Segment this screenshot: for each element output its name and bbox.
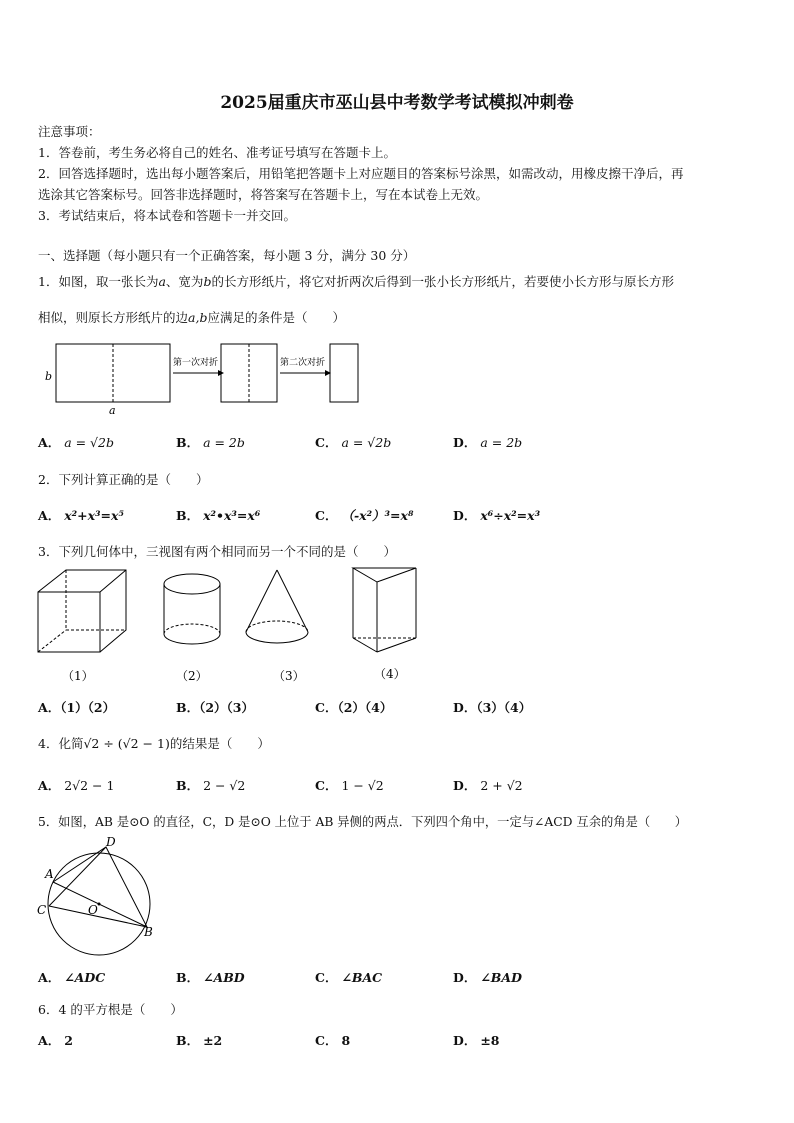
option-letter: A． xyxy=(38,435,61,450)
option-letter: C． xyxy=(315,970,338,985)
q1-text: 应满足的条件是（ ） xyxy=(207,310,345,325)
q5-option-b[interactable] xyxy=(176,968,245,986)
option-text: 2 + √2 xyxy=(480,778,523,793)
option-letter: B． xyxy=(176,1033,200,1048)
q2-option-d[interactable] xyxy=(453,506,540,524)
option-letter: C． xyxy=(315,778,338,793)
option-letter: D． xyxy=(453,508,477,523)
option-letter: A． xyxy=(38,970,61,985)
option-letter: B． xyxy=(176,435,200,450)
option-text: 8 xyxy=(341,1033,351,1048)
q1-text: 、宽为 xyxy=(165,274,204,289)
option-letter: A． xyxy=(38,778,61,793)
q1-folding-figure xyxy=(40,338,370,418)
half-rectangle xyxy=(221,344,277,402)
option-letter: A． xyxy=(38,508,61,523)
q5-option-a[interactable] xyxy=(38,968,105,986)
quarter-rectangle xyxy=(330,344,358,402)
option-letter: A． xyxy=(38,700,61,715)
option-letter: C． xyxy=(315,508,338,523)
original-rectangle xyxy=(56,344,170,402)
q1-text: 的长方形纸片，将它对折两次后得到一张小长方形纸片，若要使小长方形与原长方形 xyxy=(211,274,674,289)
q1-var-b: b xyxy=(203,274,212,289)
option-text: ∠BAD xyxy=(480,970,522,985)
option-letter: A． xyxy=(38,1033,61,1048)
option-letter: C． xyxy=(315,435,338,450)
q4-option-b[interactable] xyxy=(176,776,245,794)
segment-cb xyxy=(49,906,147,927)
label-point-o: O xyxy=(88,903,98,917)
option-text: （2）（3） xyxy=(199,700,254,715)
q3-option-b[interactable] xyxy=(176,698,254,716)
q5-circle-figure xyxy=(30,834,165,959)
option-text: x⁶÷x²=x³ xyxy=(480,508,541,523)
q1-option-c[interactable] xyxy=(315,433,391,451)
label-point-a: A xyxy=(45,867,54,881)
option-letter: B． xyxy=(176,700,200,715)
q3-option-a[interactable] xyxy=(38,698,115,716)
option-text: a = √2b xyxy=(341,435,392,450)
solid-label-4: （4） xyxy=(374,667,406,681)
solid-label-2: （2） xyxy=(176,669,208,683)
solid-label-3: （3） xyxy=(273,669,305,683)
q1-text: 相似，则原长方形纸片的边 xyxy=(38,310,189,325)
option-letter: C． xyxy=(315,700,338,715)
section-heading: 一、选择题（每小题只有一个正确答案，每小题 3 分，满分 30 分） xyxy=(38,248,416,263)
q1-text: 1．如图，取一张长为 xyxy=(38,274,159,289)
q4-option-d[interactable] xyxy=(453,776,523,794)
option-text: （1）（2） xyxy=(60,700,116,715)
q2-option-c[interactable] xyxy=(315,506,413,524)
option-text: ∠BAC xyxy=(341,970,383,985)
label-a: a xyxy=(109,404,116,417)
option-text: x²•x³=x⁶ xyxy=(203,508,261,523)
q3-solids-figure xyxy=(30,562,430,687)
label-point-b: B xyxy=(144,925,153,939)
q5-option-c[interactable] xyxy=(315,968,382,986)
q1-stem-line2 xyxy=(38,308,345,326)
q6-option-c[interactable] xyxy=(315,1031,350,1049)
q2-stem: 2．下列计算正确的是（ ） xyxy=(38,472,209,487)
q1-option-d[interactable] xyxy=(453,433,522,451)
option-text: x²+x³=x⁵ xyxy=(64,508,124,523)
q1-var-a: a xyxy=(158,274,166,289)
option-letter: D． xyxy=(453,1033,477,1048)
option-text: ∠ABD xyxy=(203,970,245,985)
q6-stem: 6．4 的平方根是（ ） xyxy=(38,1002,183,1017)
option-text: 2 − √2 xyxy=(203,778,246,793)
option-text: a = 2b xyxy=(480,435,523,450)
notice-item-2: 2．回答选择题时，选出每小题答案后，用铅笔把答题卡上对应题目的答案标号涂黑，如需改动，用橡皮擦干净后，再 xyxy=(38,166,684,181)
center-point xyxy=(98,903,101,906)
cube-figure xyxy=(38,570,126,652)
option-text: 1 − √2 xyxy=(341,778,384,793)
option-text: （2）（4） xyxy=(337,700,393,715)
q4-option-a[interactable] xyxy=(38,776,114,794)
q4-text: 的结果是（ ） xyxy=(169,736,270,751)
option-text: （3）（4） xyxy=(476,700,532,715)
q1-option-a[interactable] xyxy=(38,433,114,451)
option-letter: D． xyxy=(453,778,477,793)
q3-option-d[interactable] xyxy=(453,698,531,716)
label-point-c: C xyxy=(37,903,47,917)
option-letter: B． xyxy=(176,778,200,793)
q6-option-d[interactable] xyxy=(453,1031,500,1049)
option-letter: C． xyxy=(315,1033,338,1048)
option-letter: B． xyxy=(176,970,200,985)
page-title: 2025届重庆市巫山县中考数学考试模拟冲刺卷 xyxy=(220,93,574,113)
q1-option-b[interactable] xyxy=(176,433,245,451)
option-text: 2 xyxy=(64,1033,73,1048)
notice-item-3: 3．考试结束后，将本试卷和答题卡一并交回。 xyxy=(38,208,296,223)
q5-option-d[interactable] xyxy=(453,968,522,986)
option-letter: D． xyxy=(453,435,477,450)
option-letter: D． xyxy=(453,700,477,715)
q2-option-b[interactable] xyxy=(176,506,260,524)
cone-figure xyxy=(246,570,308,643)
label-point-d: D xyxy=(106,835,116,849)
q3-option-c[interactable] xyxy=(315,698,392,716)
q3-stem: 3．下列几何体中，三视图有两个相同而另一个不同的是（ ） xyxy=(38,544,396,559)
option-text: ±2 xyxy=(203,1033,223,1048)
option-text: （-x²）³=x⁸ xyxy=(341,508,414,523)
q4-option-c[interactable] xyxy=(315,776,384,794)
prism-figure xyxy=(353,568,416,652)
arrow-2-label: 第二次对折 xyxy=(280,358,326,368)
segment-cd xyxy=(49,847,106,906)
notice-heading: 注意事项： xyxy=(38,124,101,139)
option-text: ±8 xyxy=(480,1033,500,1048)
option-text: 2√2 − 1 xyxy=(64,778,115,793)
option-text: a = √2b xyxy=(64,435,114,450)
option-letter: B． xyxy=(176,508,200,523)
option-text: a = 2b xyxy=(203,435,245,450)
q4-expression: √2 ÷ (√2 − 1) xyxy=(83,736,170,751)
q4-text: 4．化简 xyxy=(38,736,84,751)
notice-item-2-cont: 选涂其它答案标号。回答非选择题时，将答案写在答题卡上，写在本试卷上无效。 xyxy=(38,187,489,202)
q5-stem: 5．如图，AB 是⊙O 的直径，C，D 是⊙O 上位于 AB 异侧的两点．下列四个角中，一定与∠ACD 互余的角是（ ） xyxy=(38,815,688,829)
q2-option-a[interactable] xyxy=(38,506,124,524)
notice-item-1: 1．答卷前，考生务必将自己的姓名、准考证号填写在答题卡上。 xyxy=(38,145,396,160)
solid-label-1: （1） xyxy=(62,669,94,683)
q1-vars-ab: a,b xyxy=(188,310,208,325)
label-b: b xyxy=(45,370,53,383)
q6-option-b[interactable] xyxy=(176,1031,222,1049)
option-letter: D． xyxy=(453,970,477,985)
option-text: ∠ADC xyxy=(64,970,106,985)
q1-stem-line1 xyxy=(38,272,674,290)
q4-stem xyxy=(38,734,270,752)
q6-option-a[interactable] xyxy=(38,1031,73,1049)
arrow-1-label: 第一次对折 xyxy=(173,358,219,368)
cylinder-figure xyxy=(164,574,220,644)
